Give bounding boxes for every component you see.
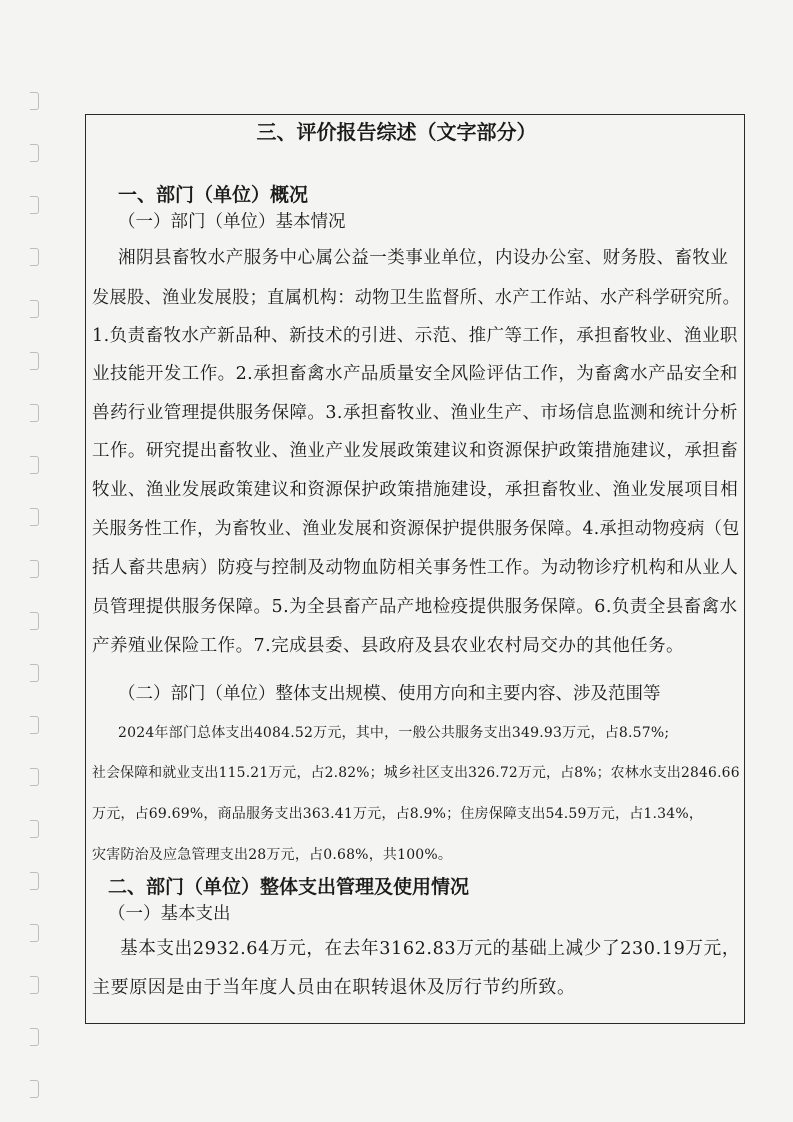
body-line: 关服务性工作，为畜牧业、渔业发展和资源保护提供服务保障。4.承担动物疫病（包 xyxy=(92,519,740,539)
binding-ring xyxy=(30,560,39,578)
basic-expenditure-line: 主要原因是由于当年度人员由在职转退休及厉行节约所致。 xyxy=(92,977,576,998)
binding-ring xyxy=(30,196,39,214)
body-line: 兽药行业管理提供服务保障。3.承担畜牧业、渔业生产、市场信息监测和统计分析 xyxy=(92,403,738,423)
binding-ring xyxy=(30,508,39,526)
binding-ring xyxy=(30,144,39,162)
expenditure-line: 社会保障和就业支出115.21万元，占2.82%；城乡社区支出326.72万元，占8%；农林水支出2846.66 xyxy=(92,765,740,781)
binding-ring xyxy=(30,872,39,890)
section-2-1-heading: （一）基本支出 xyxy=(108,904,231,924)
body-line: 湘阴县畜牧水产服务中心属公益一类事业单位，内设办公室、财务股、畜牧业 xyxy=(118,248,729,268)
binding-ring xyxy=(30,1028,39,1046)
binding-ring xyxy=(30,456,39,474)
expenditure-line: 2024年部门总体支出4084.52万元，其中，一般公共服务支出349.93万元，占8.57%; xyxy=(118,725,670,741)
body-line: 牧业、渔业发展政策建议和资源保护政策措施建设，承担畜牧业、渔业发展项目相 xyxy=(92,480,739,500)
binding-ring xyxy=(30,92,39,110)
body-line: 1.负责畜牧水产新品种、新技术的引进、示范、推广等工作，承担畜牧业、渔业职 xyxy=(92,326,738,346)
binding-holes xyxy=(4,20,44,1110)
page-title: 三、评价报告综述（文字部分） xyxy=(256,120,537,144)
expenditure-line: 灾害防治及应急管理支出28万元，占0.68%，共100%。 xyxy=(92,847,453,863)
expenditure-line: 万元，占69.69%，商品服务支出363.41万元，占8.9%；住房保障支出54.59万元，占1.34%， xyxy=(92,806,704,822)
binding-ring xyxy=(30,404,39,422)
body-line: 发展股、渔业发展股；直属机构：动物卫生监督所、水产工作站、水产科学研究所。 xyxy=(92,288,741,308)
body-line: 括人畜共患病）防疫与控制及动物血防相关事务性工作。为动物诊疗机构和从业人 xyxy=(92,558,739,578)
section-1-1-heading: （一）部门（单位）基本情况 xyxy=(118,212,346,232)
binding-ring xyxy=(30,352,39,370)
binding-ring xyxy=(30,820,39,838)
binding-ring xyxy=(30,612,39,630)
body-line: 员管理提供服务保障。5.为全县畜产品产地检疫提供服务保障。6.负责全县畜禽水 xyxy=(92,597,738,617)
body-line: 产养殖业保险工作。7.完成县委、县政府及县农业农村局交办的其他任务。 xyxy=(92,636,684,656)
section-2-heading: 二、部门（单位）整体支出管理及使用情况 xyxy=(108,876,470,898)
binding-ring xyxy=(30,768,39,786)
binding-ring xyxy=(30,248,39,266)
binding-ring xyxy=(30,1080,39,1098)
body-line: 业技能开发工作。2.承担畜禽水产品质量安全风险评估工作，为畜禽水产品安全和 xyxy=(92,364,738,384)
binding-ring xyxy=(30,300,39,318)
section-1-heading: 一、部门（单位）概况 xyxy=(118,184,309,206)
section-1-2-heading: （二）部门（单位）整体支出规模、使用方向和主要内容、涉及范围等 xyxy=(118,684,661,704)
binding-ring xyxy=(30,716,39,734)
basic-expenditure-line: 基本支出2932.64万元，在去年3162.83万元的基础上减少了230.19万元， xyxy=(120,938,741,959)
body-line: 工作。研究提出畜牧业、渔业产业发展政策建议和资源保护政策措施建议，承担畜 xyxy=(92,441,739,461)
binding-ring xyxy=(30,664,39,682)
binding-ring xyxy=(30,924,39,942)
binding-ring xyxy=(30,976,39,994)
